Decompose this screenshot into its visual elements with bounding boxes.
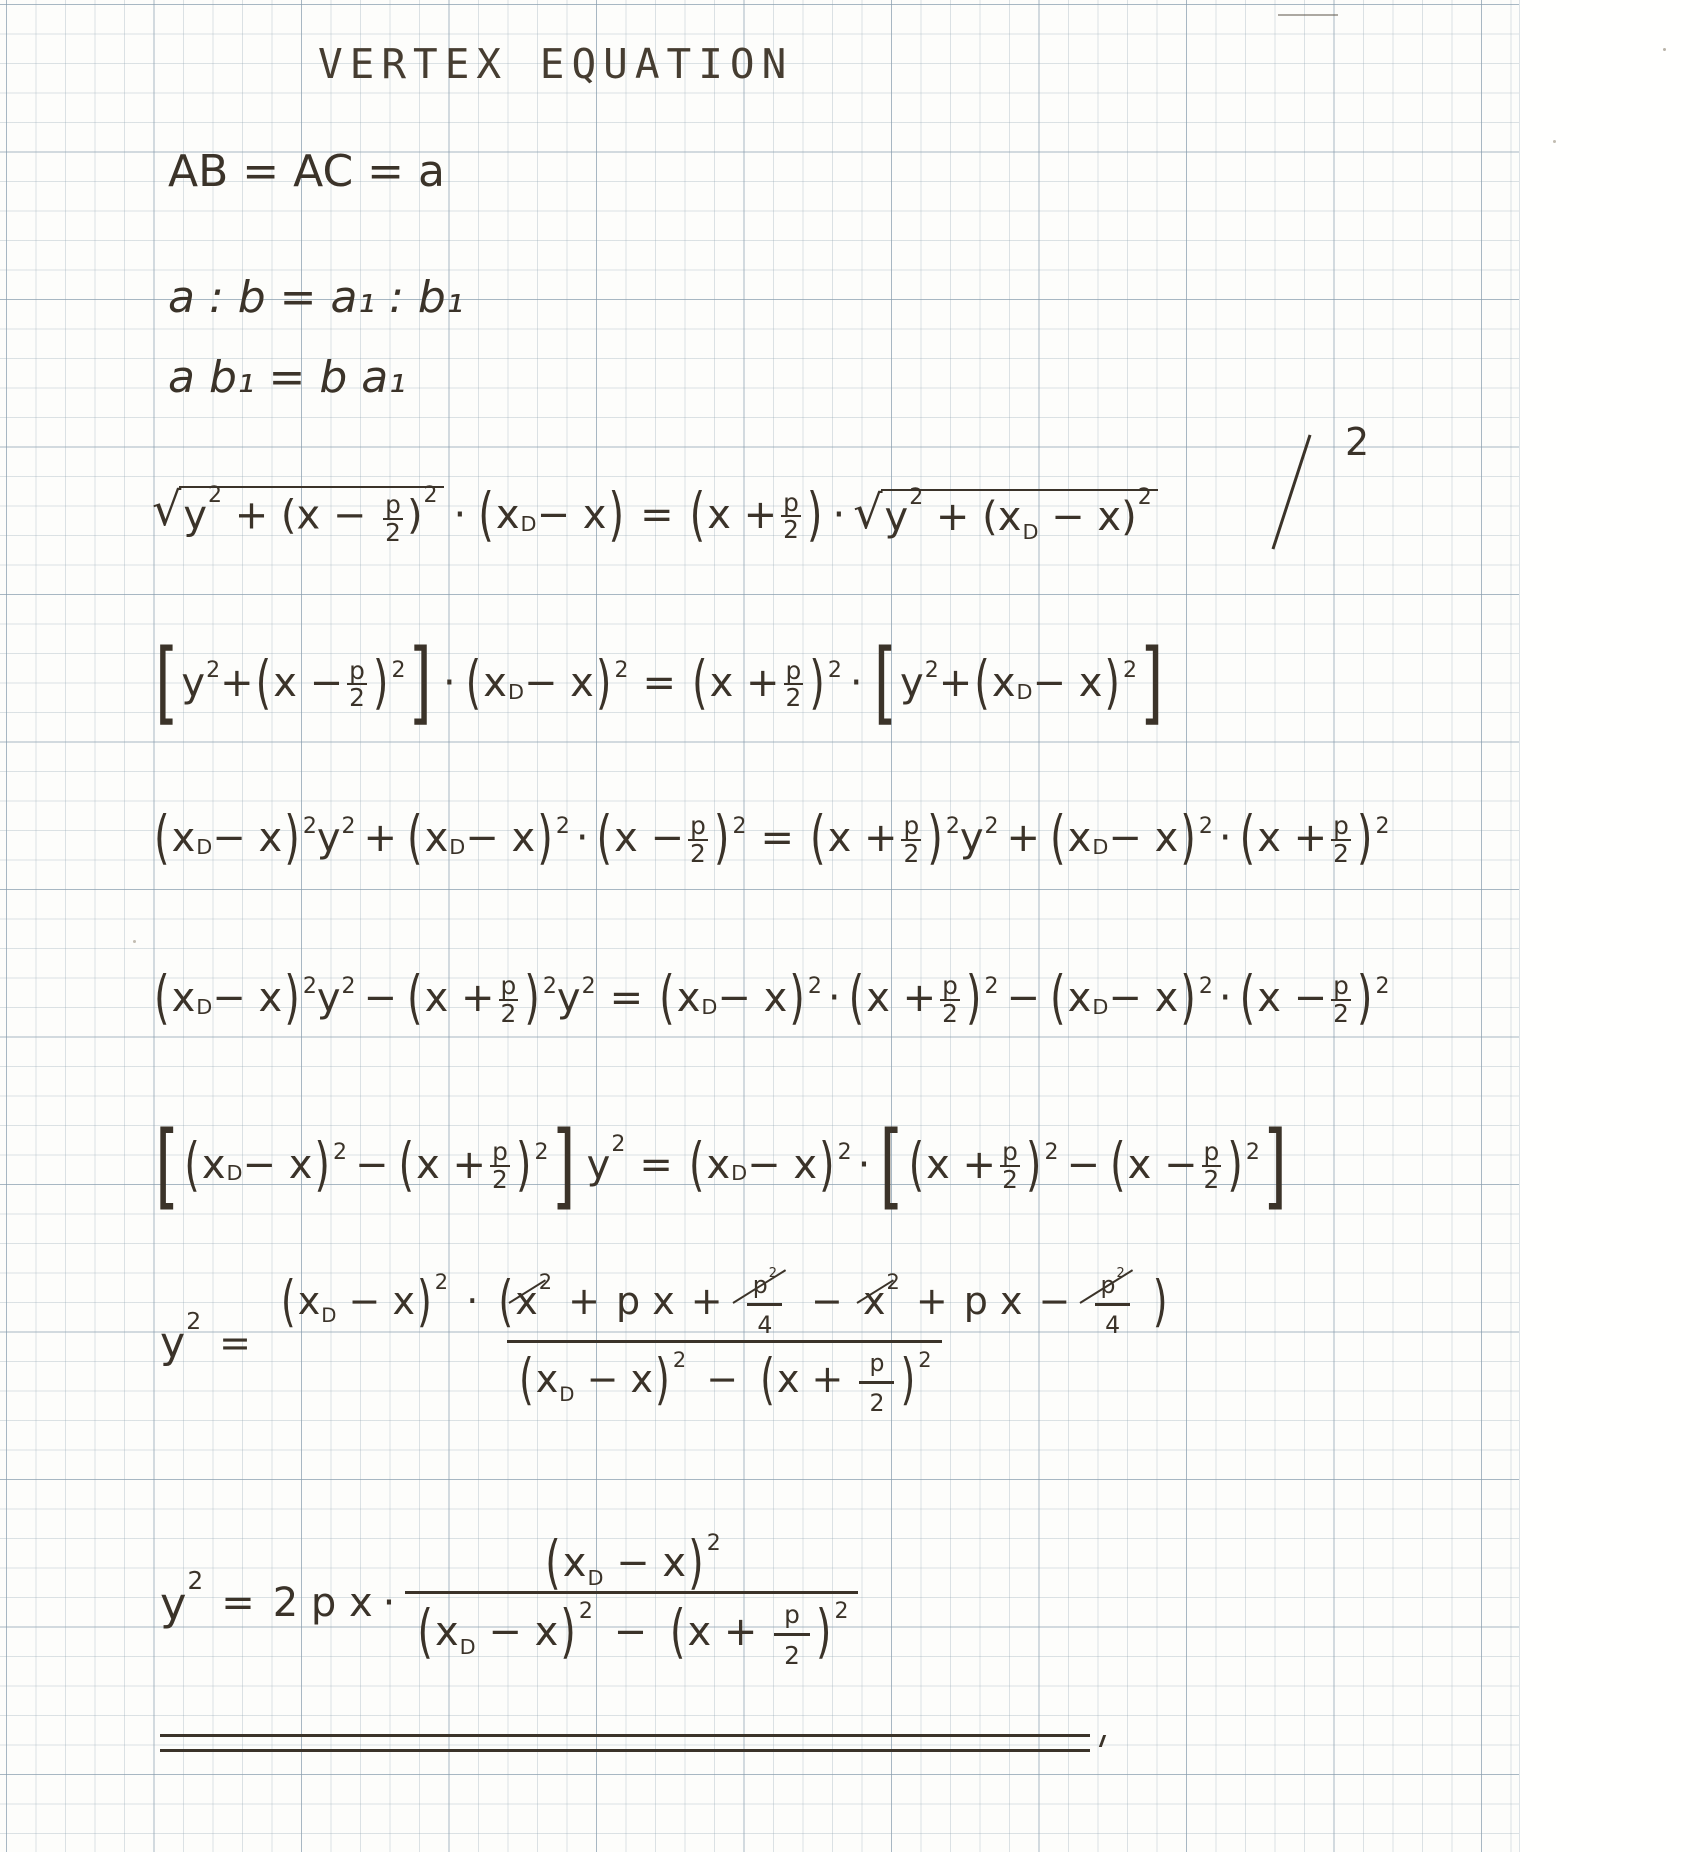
cancelled-term: $\frac{p^2}{4}$ [739, 1279, 791, 1323]
cancelled-term: $x^2$ [515, 1270, 552, 1324]
equation-line-2 [168, 272, 464, 323]
line-1-text: AB = AC = a [168, 146, 445, 197]
equation-line-10 [160, 1529, 858, 1670]
paper-speck [1663, 48, 1666, 51]
paper-speck [133, 940, 136, 943]
line-2-text: a : b = a₁ : b₁ [168, 272, 464, 323]
radical-sign-icon: √ [152, 482, 182, 536]
cancelled-term: $\frac{p^2}{4}$ [1086, 1279, 1138, 1323]
equation-line-7 [152, 965, 1390, 1032]
line-9-denominator: $(x_D - x) ^2 - (x$ + $\frac{p}{2}$ ) $^2$ [507, 1340, 942, 1413]
radical-left: √ $y^2 + (x$ − $\frac{p}{2}$ )$^2$ [152, 486, 444, 544]
equation-line-6 [152, 805, 1390, 872]
line-9-expression: $y^2$ = $(x_D - x) ^2 \cdot (x^2 + p$ x + $\frac{p^2}{4}$ − $x^2 + p$ x − $\frac{p^2}{4}$ ) $(x_D - x) ^2 - (x$ + $\frac{p}{2}$ ) $^2$ [160, 1272, 1180, 1414]
line-8-expression: [ ( x D − x ) 2 − ( x + $\frac{p}{2}$ ) 2 ] $y^2$ = ( x D − x ) 2 · [ ( x + $\frac{p}{2}$ ) 2 − ( x − $\frac{p}{2}$ ) 2 ] [155, 1109, 1288, 1220]
line-10-numerator: $(x_D - x)$ $^2$ [545, 1529, 721, 1597]
equation-line-3 [168, 352, 406, 403]
result-double-underline [160, 1734, 1090, 1752]
equation-line-1 [168, 146, 445, 197]
line-4-exponent: 2 [1345, 420, 1370, 464]
line-6-expression: ( x D − x ) 2 y 2 + ( x D − x ) 2 · ( x − $\frac{p}{2}$ ) 2 = ( x + $\frac{p}{2}$ ) 2 y 2 + ( x D − x ) 2 · ( x + $\frac{p}{2}$ ) 2 [154, 805, 1390, 872]
scan-artifact-mark [1278, 0, 1338, 16]
line-10-expression: $y^2$ = 2 p x · $(x_D - x)$ $^2$ $(x_D - x) ^2 - (x$ + $\frac{p}{2}$ ) $^2$ [160, 1540, 858, 1667]
line-5-expression: [ y 2 + ( x − $\frac{p}{2}$ ) 2 ] · ( x D − x ) 2 = ( x + $\frac{p}{2}$ ) 2 · [ y 2 + ( x D − x ) 2 ] [155, 630, 1164, 736]
equation-line-9 [160, 1266, 1180, 1417]
radical-right: √ $y^2 + (x_D - x)^2$ [853, 489, 1157, 540]
line-7-expression: ( x D − x ) 2 y 2 − ( x + $\frac{p}{2}$ ) 2 y 2 = ( x D − x ) 2 · ( x + $\frac{p}{2}$ ) 2 − ( x D − x ) 2 · ( x − $\frac{p}{2}$ ) 2 [154, 965, 1390, 1032]
page-title: VERTEX EQUATION [318, 40, 794, 88]
final-coefficient: 2 p x [272, 1580, 373, 1627]
line-10-denominator: $(x_D - x) ^2 - (x$ + $\frac{p}{2}$ ) $^2$ [405, 1591, 858, 1667]
line-10-fraction [405, 1529, 858, 1670]
cancelled-term: $x^2$ [862, 1270, 900, 1324]
line-9-numerator: $(x_D - x) ^2 \cdot (x^2 + p$ x + $\frac{p^2}{4}$ − $x^2 + p$ x − $\frac{p^2}{4}$ ) [280, 1266, 1168, 1339]
paper-right-margin [1519, 0, 1700, 1852]
radical-sign-icon: √ [853, 485, 883, 540]
equation-line-8 [152, 1109, 1290, 1220]
line-9-fraction [269, 1266, 1180, 1417]
line-4-expression: √ $y^2 + (x$ − $\frac{p}{2}$ )$^2$ · ( x D − x ) = ( x + $\frac{p}{2}$ ) · √ $y^2 + (x_D - x)^2$ [152, 486, 1158, 544]
equation-line-5 [152, 630, 1166, 736]
paper-speck [1553, 140, 1556, 143]
line-3-text: a b₁ = b a₁ [168, 352, 406, 403]
equation-line-4 [152, 481, 1158, 549]
